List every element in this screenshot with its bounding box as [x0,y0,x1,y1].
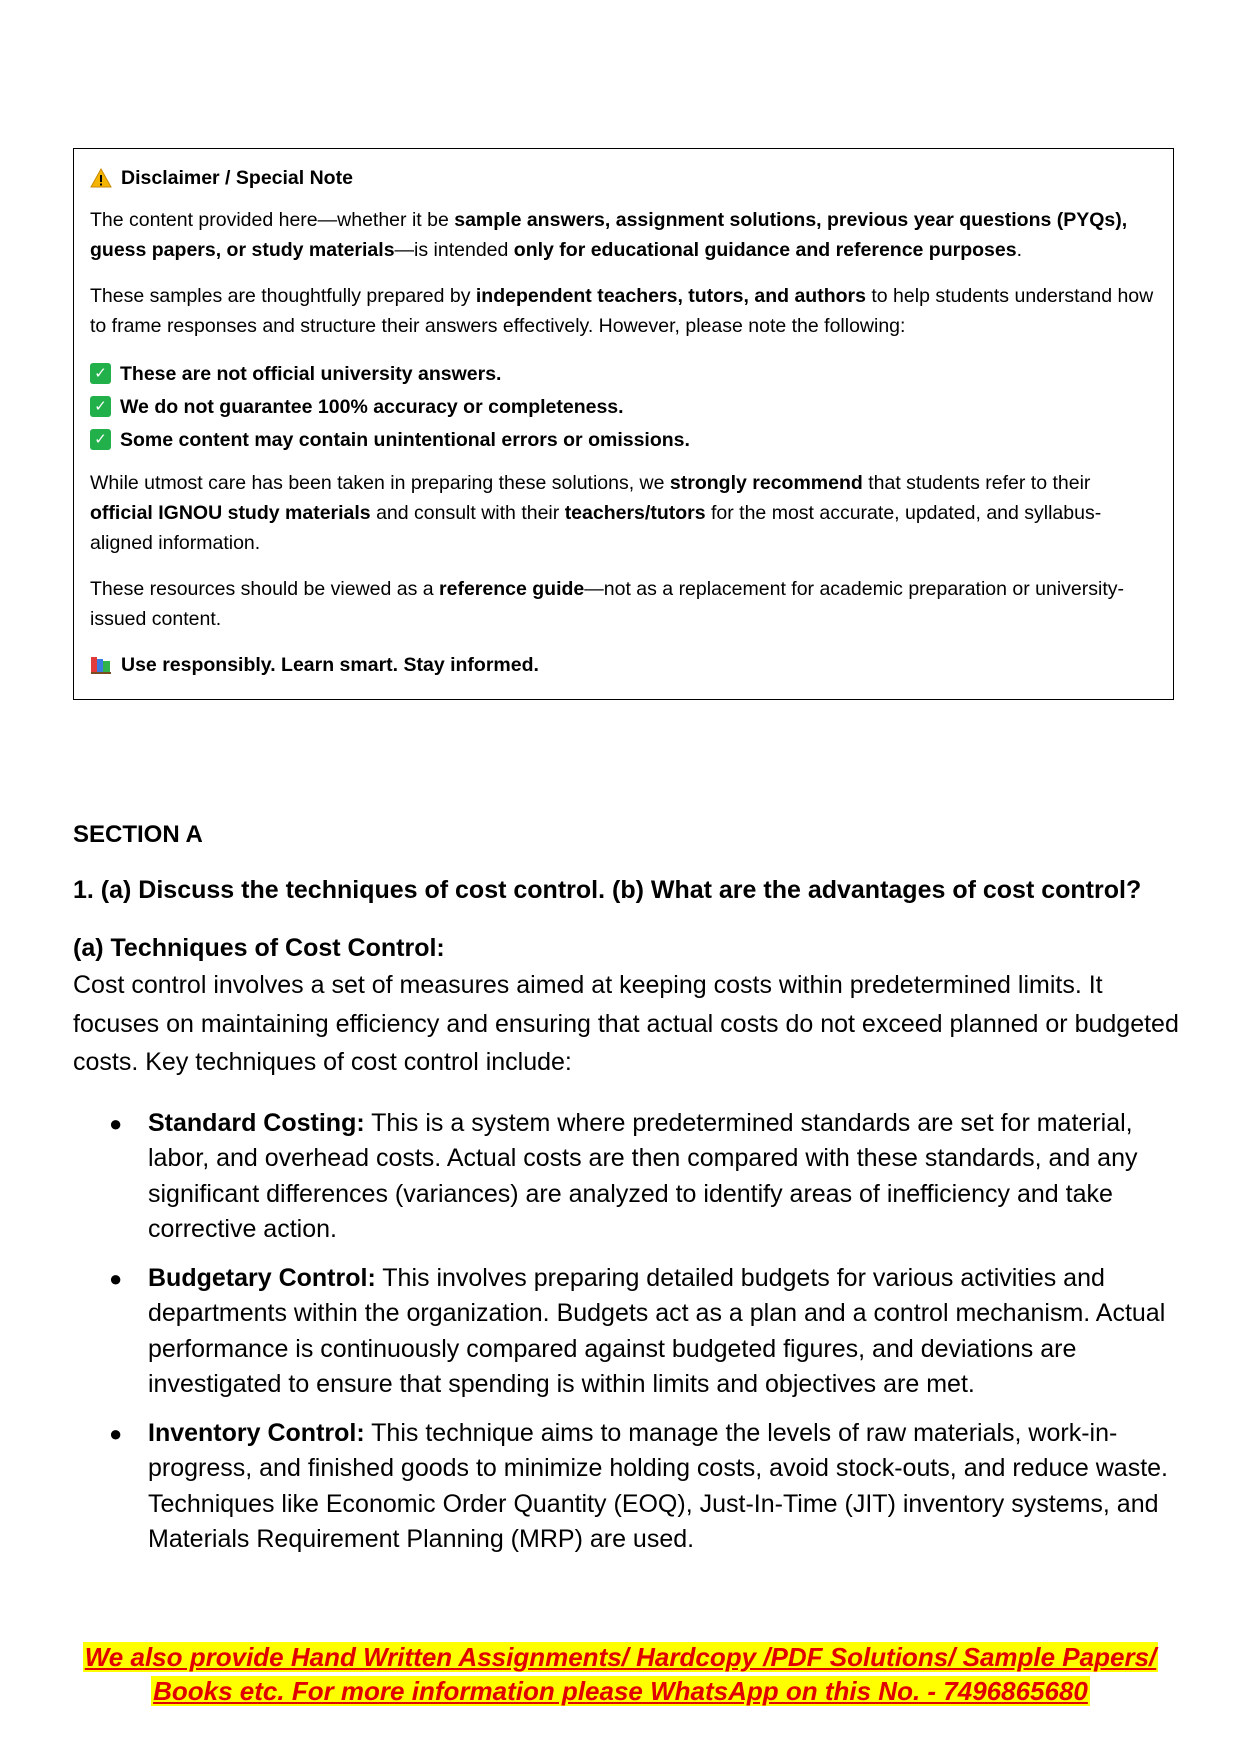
check-item-text: We do not guarantee 100% accuracy or completeness. [120,395,624,418]
technique-text: This involves preparing detailed budgets for various activities and departments within the organization. Budgets act as a plan and a control mechanism. Actual performance is continuously compared against budgeted figures, and deviations are investigated to ensure that spending is within limits and objectives are met. [148,1263,1166,1398]
promo-line-2: Books etc. For more information please WhatsApp on this No. - 7496865680 [153,1676,1088,1706]
p2-bold-1: independent teachers, tutors, and authors [475,285,866,307]
p4-bold-1: reference guide [439,578,585,600]
subheading: (a) Techniques of Cost Control: [73,934,445,962]
disclaimer-footer [90,650,1157,680]
p4-text-1: These resources should be viewed as a [90,578,440,600]
bullet-icon: ● [109,1420,123,1446]
techniques-list [73,1106,1183,1558]
technique-text: This technique aims to manage the levels of raw materials, work-in-progress, and finished goods to minimize holding costs, avoid stock-outs, and reduce waste. Techniques like Economic Order Quantity (EOQ), Just-In-Time (JIT) inventory systems, and Materials Requirement Planning (MRP) are used. [148,1418,1168,1553]
promo-footer [0,1640,1241,1708]
bullet-icon: ● [109,1265,123,1291]
main-content [73,820,1183,1571]
check-item [90,423,1157,456]
p3-bold-3: teachers/tutors [564,502,706,524]
p3-bold-2: official IGNOU study materials [90,502,371,524]
warning-icon [90,168,112,188]
list-item [73,1106,1183,1248]
check-item-text: These are not official university answers. [120,362,502,385]
check-item [90,390,1157,423]
p3-text-2: that students refer to their [862,472,1091,494]
question-heading: 1. (a) Discuss the techniques of cost control. (b) What are the advantages of cost control? [73,876,1142,904]
section-title: SECTION A [73,821,203,848]
disclaimer-paragraph-3 [90,468,1157,558]
promo-line-1: We also provide Hand Written Assignments/ Hardcopy /PDF Solutions/ Sample Papers/ [84,1642,1157,1672]
technique-term: Inventory Control: [148,1418,365,1447]
check-item-text: Some content may contain unintentional errors or omissions. [120,428,690,451]
p3-bold-1: strongly recommend [669,472,863,494]
list-item [73,1416,1183,1558]
p1-text-3: . [1016,239,1023,261]
disclaimer-box [73,148,1174,700]
p1-bold-1: sample answers, assignment solutions, previous year questions (PYQs), guess papers, or study materials [90,209,1128,261]
p1-bold-2: only for educational guidance and reference purposes [513,239,1017,261]
p4-text-2: —not as a replacement for academic preparation or university-issued content. [90,578,1125,630]
check-item [90,357,1157,390]
p2-text-1: These samples are thoughtfully prepared by [90,285,476,307]
technique-term: Budgetary Control: [148,1263,376,1292]
check-mark-icon: ✓ [90,429,111,450]
disclaimer-footer-text: Use responsibly. Learn smart. Stay informed. [121,654,539,676]
technique-text: This is a system where predetermined standards are set for material, labor, and overhead costs. Actual costs are then compared with these standards, and any significant differences (variances) are analyzed to identify areas of inefficiency and take corrective action. [148,1108,1138,1243]
list-item [73,1261,1183,1403]
p3-text-3: and consult with their [370,502,565,524]
disclaimer-paragraph-2 [90,281,1157,341]
check-mark-icon: ✓ [90,396,111,417]
disclaimer-title-text: Disclaimer / Special Note [121,167,353,189]
p3-text-1: While utmost care has been taken in preparing these solutions, we [90,472,670,494]
disclaimer-paragraph-1 [90,205,1157,265]
p1-text-1: The content provided here—whether it be [90,209,455,231]
check-list [90,357,1157,456]
intro-paragraph: Cost control involves a set of measures aimed at keeping costs within predetermined limits. It focuses on maintaining efficiency and ensuring that actual costs do not exceed planned or budgeted costs. Key techniques of cost control include: [73,971,1179,1076]
books-icon [90,655,112,675]
p3-text-4: for the most accurate, updated, and syllabus-aligned information. [90,502,1102,554]
technique-term: Standard Costing: [148,1108,365,1137]
disclaimer-title [90,163,1157,193]
check-mark-icon: ✓ [90,363,111,384]
p2-text-2: to help students understand how to frame responses and structure their answers effectively. However, please note the following: [90,285,1154,337]
bullet-icon: ● [109,1110,123,1136]
disclaimer-paragraph-4 [90,574,1157,634]
p1-text-2: —is intended [394,239,514,261]
